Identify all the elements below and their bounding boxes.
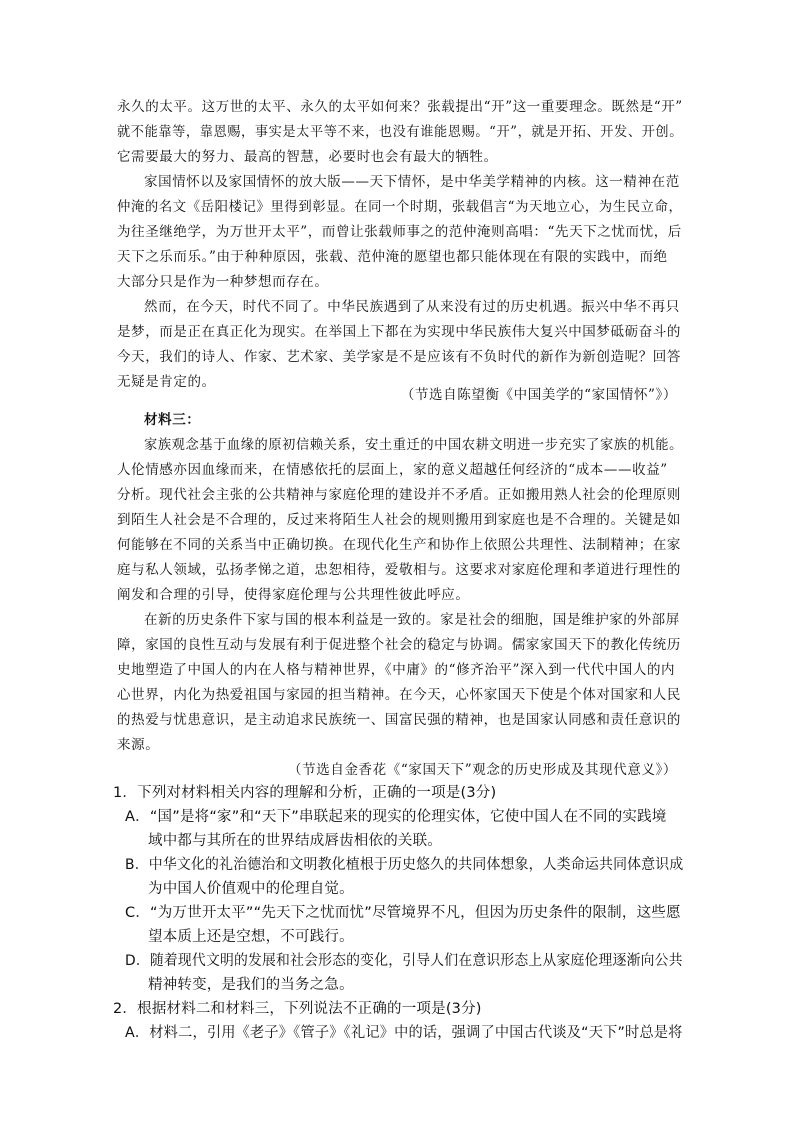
- text-line: 就不能靠等，靠恩赐，事实是太平等不来，也没有谁能恩赐。“开”，就是开拓、开发、开创。: [117, 124, 683, 140]
- text-line: 心世界，内化为热爱祖国与家园的担当精神。在今天，心怀家国天下使是个体对国家和人民: [117, 687, 681, 703]
- option-b: B．中华文化的礼治德治和文明教化植根于历史悠久的共同体想象，人类命运共同体意识成: [125, 857, 684, 873]
- text-line: 无疑是肯定的。: [117, 374, 216, 390]
- option-b-cont: 为中国人价值观中的伦理自觉。: [148, 881, 354, 897]
- text-line: 它需要最大的努力、最高的智慧，必要时也会有最大的牺牲。: [117, 149, 498, 165]
- option-c-cont: 望本质上还是空想，不可践行。: [148, 929, 354, 945]
- text-line: 庭与私人领域，弘扬孝悌之道，忠恕相待，爱敬相与。这要求对家庭伦理和孝道进行理性的: [117, 562, 681, 578]
- text-line: 然而，在今天，时代不同了。中华民族遇到了从来没有过的历史机遇。振兴中华不再只: [144, 299, 680, 315]
- text-line: 天下之乐而乐。”由于种种原因，张载、范仲淹的愿望也都只能体现在有限的实践中，而绝: [117, 249, 668, 265]
- text-line: 家族观念基于血缘的原初信赖关系，安土重迁的中国农耕文明进一步充实了家族的机能。: [144, 437, 683, 453]
- text-line: 人伦情感亦因血缘而来，在情感依托的层面上，家的意义超越任何经济的“成本——收益”: [117, 462, 668, 478]
- option-a: A．材料二，引用《老子》《管子》《礼记》中的话，强调了中国古代谈及“天下”时总是将: [125, 1025, 683, 1041]
- option-c: C．“为万世开太平”“先天下之忧而忧”尽管境界不凡，但因为历史条件的限制，这些愿: [125, 905, 681, 921]
- text-line: 为往圣继绝学，为万世开太平”，而曾让张载师事之的范仲淹则高唱：“先天下之忧而忧，后: [117, 224, 682, 240]
- text-line: 是梦，而是正在真正化为现实。在举国上下都在为实现中华民族伟大复兴中国梦砥砺奋斗的: [117, 324, 681, 340]
- text-line: 今天，我们的诗人、作家、艺术家、美学家是不是应该有不负时代的新作为新创造呢？回答: [117, 349, 681, 365]
- option-d: D．随着现代文明的发展和社会形态的变化，引导人们在意识形态上从家庭伦理逐渐向公共: [125, 953, 683, 969]
- option-a: A．“国”是将“家”和“天下”串联起来的现实的伦理实体，它使中国人在不同的实践境: [125, 809, 667, 825]
- text-line: 家国情怀以及家国情怀的放大版——天下情怀，是中华美学精神的内核。这一精神在范: [144, 174, 680, 190]
- question-stem: 2．根据材料二和材料三，下列说法不正确的一项是(3分): [113, 1001, 482, 1017]
- source-citation: （节选自陈望衡《中国美学的“家国情怀”》）: [400, 387, 677, 403]
- text-line: 来源。: [117, 737, 160, 753]
- text-line: 的热爱与忧患意识，是主动追求民族统一、国富民强的精神，也是国家认同感和责任意识的: [117, 712, 681, 728]
- option-d-cont: 精神转变，是我们的当务之急。: [148, 977, 354, 993]
- text-line: 仲淹的名文《岳阳楼记》里得到彰显。在同一个时期，张载倡言“为天地立心，为生民立命，: [117, 199, 683, 215]
- question-stem: 1．下列对材料相关内容的理解和分析，正确的一项是(3分): [113, 785, 497, 801]
- text-line: 障，家国的良性互动与发展有利于促进整个社会的稳定与协调。儒家家国天下的教化传统历: [117, 637, 681, 653]
- section-heading: 材料三：: [144, 412, 201, 428]
- text-line: 史地塑造了中国人的内在人格与精神世界，《中庸》的“修齐治平”深入到一代代中国人的内: [117, 662, 676, 678]
- text-line: 分析。现代社会主张的公共精神与家庭伦理的建设并不矛盾。正如搬用熟人社会的伦理原则: [117, 487, 681, 503]
- text-line: 阐发和合理的引导，使得家庭伦理与公共理性彼此呼应。: [117, 587, 470, 603]
- text-line: 在新的历史条件下家与国的根本利益是一致的。家是社会的细胞，国是维护家的外部屏: [144, 612, 680, 628]
- text-line: 到陌生人社会是不合理的，反过来将陌生人社会的规则搬用到家庭也是不合理的。关键是如: [117, 512, 681, 528]
- text-line: 何能够在不同的关系当中正确切换。在现代化生产和协作上依照公共理性、法制精神；在家: [117, 537, 681, 553]
- text-line: 大部分只是作为一种梦想而存在。: [117, 274, 329, 290]
- source-citation: （节选自金香花《“家国天下”观念的历史形成及其现代意义》）: [288, 762, 677, 778]
- option-a-cont: 域中都与其所在的世界结成唇齿相依的关联。: [148, 833, 442, 849]
- text-line: 永久的太平。这万世的太平、永久的太平如何来？张载提出“开”这一重要理念。既然是“开”: [117, 99, 683, 115]
